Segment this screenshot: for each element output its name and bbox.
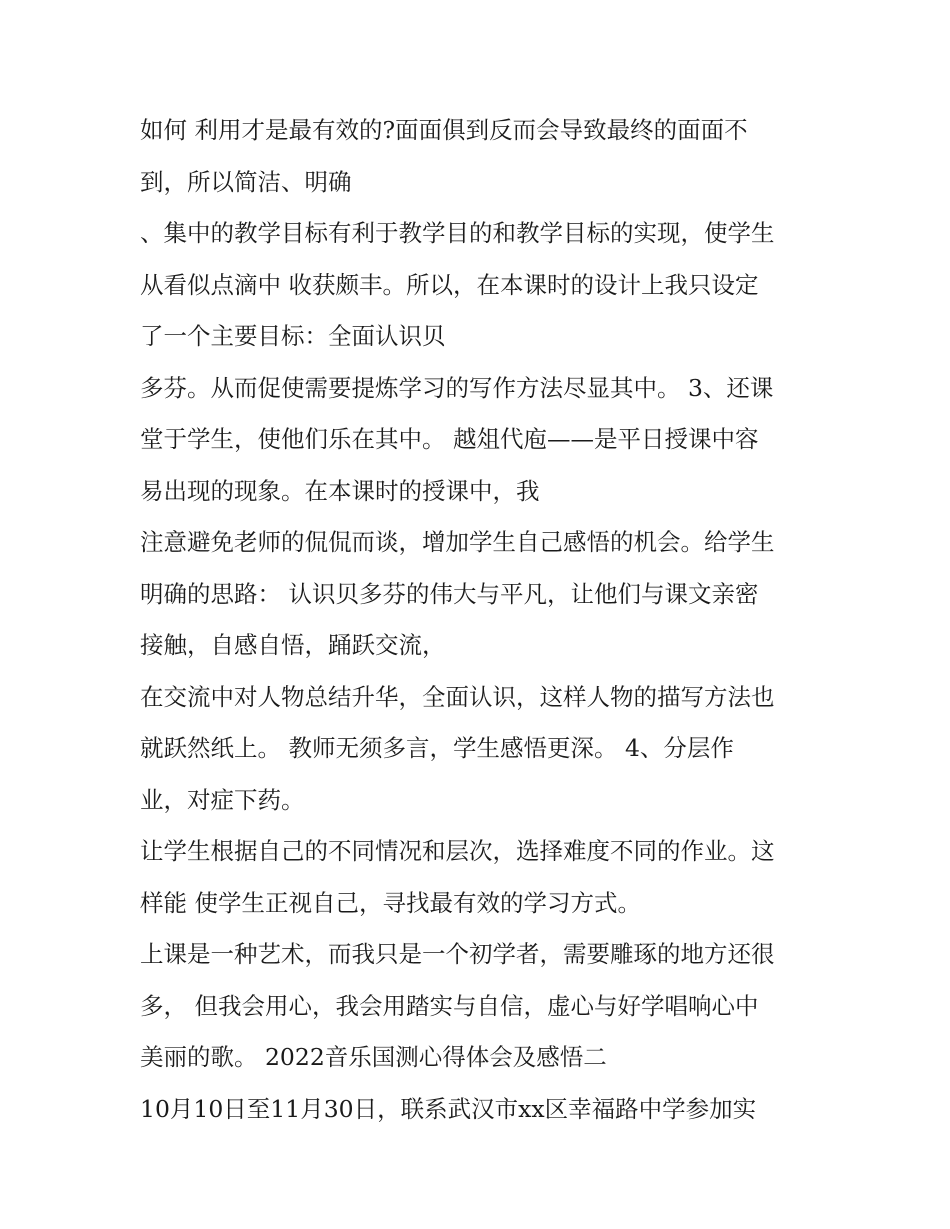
text-line-3: 、集中的教学目标有利于教学目的和教学目标的实现，使学生 <box>140 219 775 247</box>
document-body <box>140 105 840 1135</box>
text-line-12: 在交流中对人物总结升华，全面认识，这样人物的描写方法也 <box>140 682 775 711</box>
text-line-10: 明确的思路： 认识贝多芬的伟大与平凡，让他们与课文亲密 <box>140 579 759 608</box>
text-line-15: 让学生根据自己的不同情况和层次，选择难度不同的作业。这 <box>140 837 775 865</box>
text-line-1: 如何 利用才是最有效的?面面俱到反而会导致最终的面面不 <box>140 116 748 144</box>
text-line-20: 10月10日至11月30日，联系武汉市xx区幸福路中学参加实 <box>140 1094 757 1123</box>
text-line-17: 上课是一种艺术，而我只是一个初学者，需要雕琢的地方还很 <box>140 940 775 968</box>
text-line-8: 易出现的现象。在本课时的授课中，我 <box>140 476 540 505</box>
text-line-19: 美丽的歌。 2022音乐国测心得体会及感悟二 <box>140 1043 607 1071</box>
text-line-6: 多芬。从而促使需要提炼学习的写作方法尽显其中。 3、还课 <box>140 373 774 402</box>
text-line-14: 业，对症下药。 <box>140 785 305 814</box>
text-line-2: 到，所以简洁、明确 <box>140 167 352 196</box>
text-line-7: 堂于学生，使他们乐在其中。 越俎代庖——是平日授课中容 <box>140 425 759 453</box>
text-line-13: 就跃然纸上。 教师无须多言，学生感悟更深。 4、分层作 <box>140 734 734 762</box>
text-line-11: 接触，自感自悟，踊跃交流， <box>140 631 446 659</box>
text-line-4: 从看似点滴中 收获颇丰。所以，在本课时的设计上我只设定 <box>140 270 759 299</box>
text-line-9: 注意避免老师的侃侃而谈，增加学生自己感悟的机会。给学生 <box>140 528 775 556</box>
text-line-18: 多， 但我会用心，我会用踏实与自信，虚心与好学唱响心中 <box>140 991 759 1020</box>
text-line-16: 样能 使学生正视自己，寻找最有效的学习方式。 <box>140 888 641 917</box>
text-line-5: 了一个主要目标：全面认识贝 <box>140 322 446 350</box>
